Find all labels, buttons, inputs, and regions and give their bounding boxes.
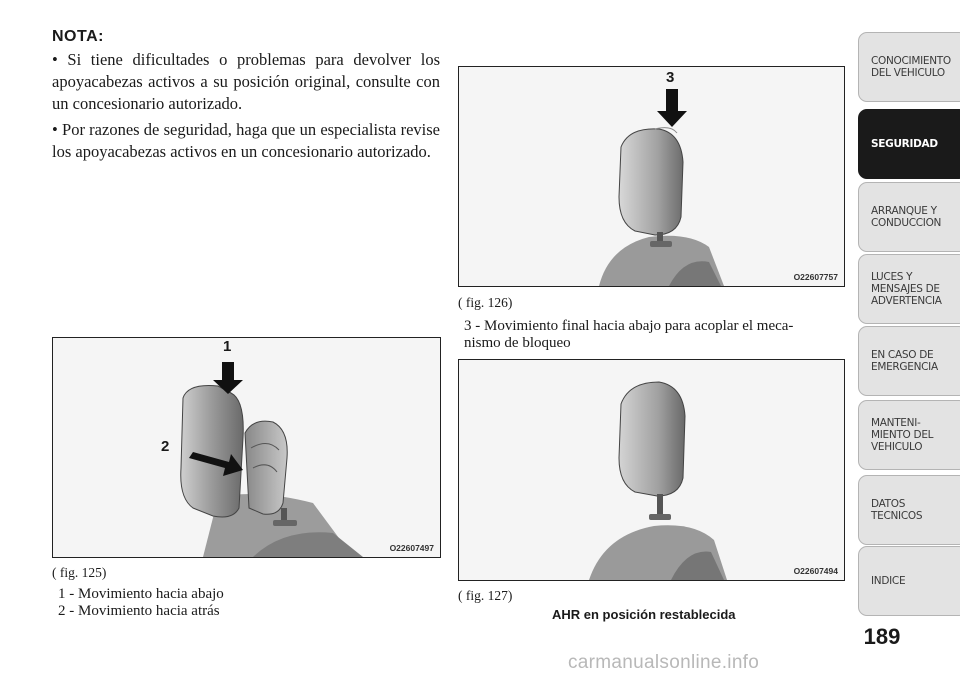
- headrest-illustration-126: [459, 67, 844, 286]
- tab-conocimiento-del-vehiculo[interactable]: CONOCIMIENTO DEL VEHICULO: [858, 32, 960, 102]
- note-bullet-2: • Por razones de seguridad, haga que un especialista revise los apoyacabezas activos en un concesionario autorizado.: [52, 120, 440, 161]
- tab-mantenimiento[interactable]: MANTENI- MIENTO DEL VEHICULO: [858, 400, 960, 470]
- figure-127: [458, 359, 845, 581]
- watermark: carmanualsonline.info: [568, 652, 760, 673]
- tab-luces-y-mensajes[interactable]: LUCES Y MENSAJES DE ADVERTENCIA: [858, 254, 960, 324]
- figure-caption-126: ( fig. 126): [458, 295, 513, 310]
- figure-caption-127: ( fig. 127): [458, 588, 513, 603]
- figure-legend-125-1: 1 - Movimiento hacia abajo: [58, 586, 224, 602]
- arrow-label-2: 2: [161, 438, 170, 455]
- figure-125: [52, 337, 441, 558]
- tab-en-caso-de-emergencia[interactable]: EN CASO DE EMERGENCIA: [858, 326, 960, 396]
- figure-code-125: O22607497: [389, 543, 434, 553]
- figure-legend-126-1: 3 - Movimiento final hacia abajo para acoplar el meca-: [464, 318, 794, 334]
- figure-title-127: AHR en posición restablecida: [552, 607, 736, 622]
- figure-caption-125: ( fig. 125): [52, 565, 107, 580]
- tab-indice[interactable]: INDICE: [858, 546, 960, 616]
- figure-code-127: O22607494: [793, 566, 838, 576]
- arrow-label-3: 3: [666, 69, 675, 86]
- note-title: NOTA:: [52, 28, 104, 45]
- headrest-illustration-125: [53, 338, 440, 557]
- arrow-label-1: 1: [223, 338, 232, 355]
- headrest-illustration-127: [459, 360, 844, 580]
- figure-code-126: O22607757: [793, 272, 838, 282]
- tab-arranque-y-conduccion[interactable]: ARRANQUE Y CONDUCCION: [858, 182, 960, 252]
- figure-legend-126-2: nismo de bloqueo: [464, 335, 571, 351]
- note-bullet-1: • Si tiene dificultades o problemas para devolver los apoyacabezas activos a su posición original, consulte con un concesionario autorizado.: [52, 50, 440, 113]
- tab-datos-tecnicos[interactable]: DATOS TECNICOS: [858, 475, 960, 545]
- figure-legend-125-2: 2 - Movimiento hacia atrás: [58, 603, 220, 619]
- figure-126: [458, 66, 845, 287]
- tab-seguridad[interactable]: SEGURIDAD: [858, 109, 960, 179]
- page-number: 189: [863, 624, 901, 649]
